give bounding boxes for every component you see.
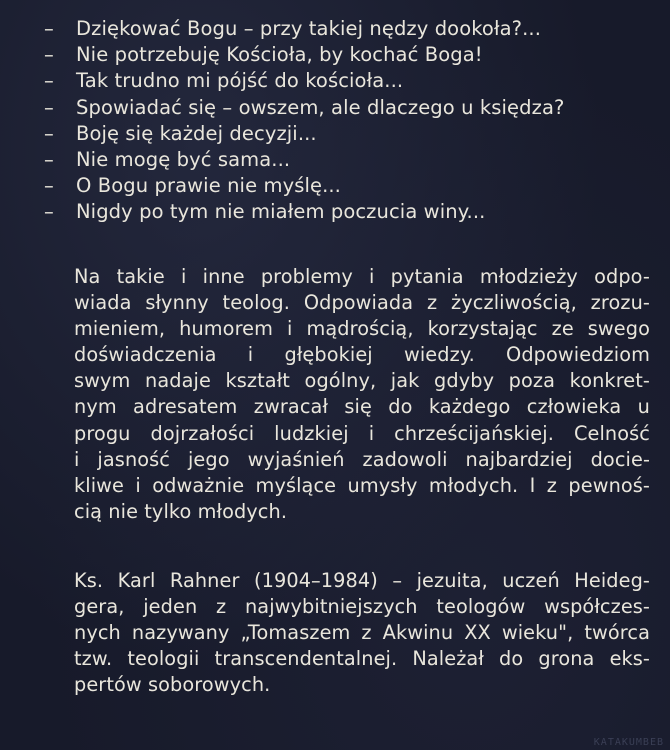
book-description	[74, 264, 650, 525]
question-item	[44, 199, 654, 225]
question-text: Dziękować Bogu – przy takiej nędzy dookoła?...	[76, 17, 542, 40]
dash-mark: –	[44, 95, 54, 119]
question-text: O Bogu prawie nie myślę...	[76, 174, 341, 198]
question-text: Nie potrzebuję Kościoła, by kochać Boga!	[76, 43, 483, 67]
bio-line: pertów soborowych.	[74, 673, 271, 697]
dash-mark: –	[44, 174, 54, 198]
description-line: kliwe i odważnie myślące umysły młodych. I z pewnoś-	[74, 473, 650, 497]
description-line: nym adresatem zwracał się do każdego człowieka u	[74, 395, 650, 419]
question-item	[44, 42, 654, 68]
description-line: cią nie tylko młodych.	[74, 499, 288, 523]
dash-mark: –	[44, 121, 54, 145]
question-item	[44, 147, 654, 173]
question-item	[44, 68, 654, 94]
description-line: progu dojrzałości ludzkiej i chrześcijańskiej. Celność	[74, 421, 650, 445]
dash-mark: –	[44, 69, 54, 93]
dash-mark: –	[44, 43, 54, 67]
question-text: Tak trudno mi pójść do kościoła...	[76, 69, 404, 93]
description-line: i jasność jego wyjaśnień zadowoli najbardziej docie-	[74, 447, 650, 471]
question-item	[44, 121, 654, 147]
question-text: Spowiadać się – owszem, ale dlaczego u księdza?	[76, 95, 565, 119]
description-line: wiada słynny teolog. Odpowiada z życzliwością, zrozu-	[74, 291, 650, 315]
question-text: Nigdy po tym nie miałem poczucia winy...	[76, 200, 486, 224]
question-item	[44, 173, 654, 199]
scan-watermark: KATAKUMBEB	[593, 737, 664, 748]
description-line: mieniem, humorem i mądrością, korzystając ze swego	[74, 317, 650, 341]
bio-line: nych nazywany „Tomaszem z Akwinu XX wieku", twórca	[74, 621, 650, 645]
question-text: Nie mogę być sama...	[76, 147, 291, 171]
bio-line: gera, jeden z najwybitniejszych teologów współczes-	[74, 595, 650, 619]
bio-line: tzw. teologii transcendentalnej. Należał do grona eks-	[74, 647, 650, 671]
author-bio	[74, 568, 650, 698]
dash-mark: –	[44, 17, 54, 40]
question-text: Boję się każdej decyzji...	[76, 121, 317, 145]
question-item	[44, 95, 654, 121]
question-list	[44, 16, 654, 226]
description-line: swym nadaje kształt ogólny, jak gdyby poza konkret-	[74, 369, 650, 393]
question-item	[44, 16, 654, 42]
dash-mark: –	[44, 200, 54, 224]
bio-line: Ks. Karl Rahner (1904–1984) – jezuita, uczeń Heideg-	[74, 569, 650, 592]
description-line: doświadczenia i głębokiej wiedzy. Odpowiedziom	[74, 343, 650, 367]
dash-mark: –	[44, 147, 54, 171]
description-line: Na takie i inne problemy i pytania młodzieży odpo-	[74, 265, 650, 288]
